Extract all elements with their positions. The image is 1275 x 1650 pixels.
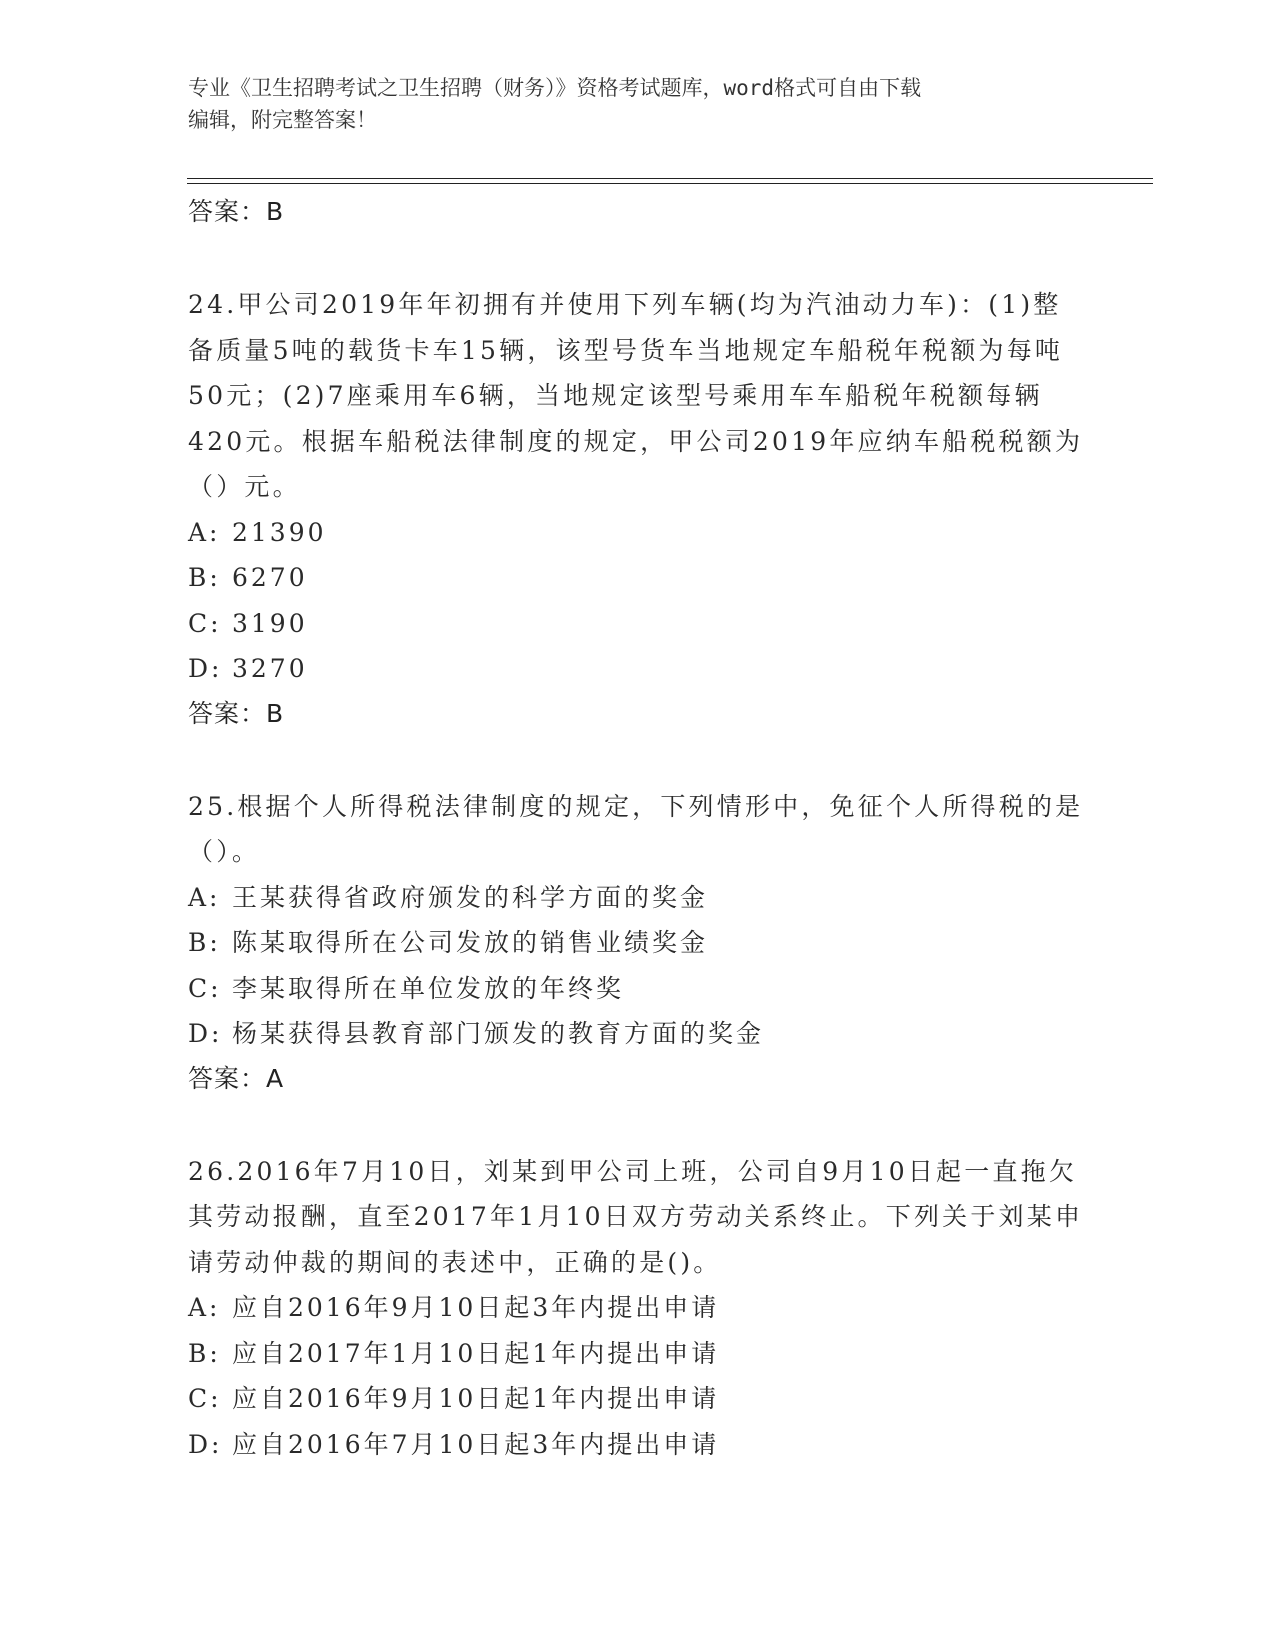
option-c (188, 966, 1088, 1012)
option-d (188, 1011, 1088, 1057)
header-line-2: 编辑，附完整答案！ (188, 108, 377, 132)
option-key: D: (188, 1019, 223, 1048)
option-key: C: (188, 973, 222, 1003)
option-text: 应自2016年7月10日起3年内提出申请 (232, 1429, 720, 1459)
option-a (188, 510, 1088, 556)
option-a (188, 875, 1088, 921)
option-key: A: (188, 882, 221, 912)
option-key: B: (188, 563, 221, 592)
option-key: B: (188, 928, 221, 957)
question-block (188, 1149, 1088, 1468)
option-text: 李某取得所在单位发放的年终奖 (232, 973, 625, 1003)
option-key: B: (188, 1338, 221, 1368)
question-text: 25.根据个人所得税法律制度的规定，下列情形中，免征个人所得税的是（）。 (188, 791, 1084, 866)
question-block (188, 784, 1088, 1101)
option-text: 6270 (232, 563, 308, 592)
option-key: D: (188, 654, 223, 683)
option-text: 杨某获得县教育部门颁发的教育方面的奖金 (232, 1019, 765, 1048)
spacer (188, 736, 1088, 784)
option-key: D: (188, 1429, 223, 1459)
option-text: 应自2017年1月10日起1年内提出申请 (232, 1338, 720, 1368)
option-b (188, 555, 1088, 601)
option-text: 应自2016年9月10日起1年内提出申请 (232, 1384, 720, 1413)
spacer (188, 1101, 1088, 1149)
option-text: 3270 (232, 654, 308, 683)
option-d (188, 646, 1088, 692)
option-b (188, 920, 1088, 966)
header-rule-bottom (187, 183, 1153, 184)
option-a (188, 1285, 1088, 1331)
option-c (188, 601, 1088, 647)
question-block (188, 282, 1088, 736)
spacer (188, 234, 1088, 282)
previous-answer: 答案：B (188, 197, 285, 226)
answer-line: 答案：B (188, 698, 285, 728)
question-text: 26.2016年7月10日，刘某到甲公司上班，公司自9月10日起一直拖欠其劳动报酬，直至2017年1月10日双方劳动关系终止。下列关于刘某申请劳动仲裁的期间的表述中，正确的是()。 (188, 1156, 1084, 1277)
option-text: 王某获得省政府颁发的科学方面的奖金 (232, 882, 709, 912)
header-line-1: 专业《卫生招聘考试之卫生招聘（财务）》资格考试题库，word格式可自由下载 (188, 76, 922, 100)
option-text: 3190 (232, 608, 308, 638)
document-header (188, 72, 1088, 136)
option-b (188, 1331, 1088, 1377)
option-key: C: (188, 1384, 222, 1413)
option-text: 应自2016年9月10日起3年内提出申请 (232, 1293, 720, 1322)
option-c (188, 1376, 1088, 1422)
option-key: C: (188, 608, 222, 638)
option-key: A: (188, 1293, 221, 1322)
option-d (188, 1422, 1088, 1468)
option-text: 陈某取得所在公司发放的销售业绩奖金 (232, 928, 709, 957)
document-body (188, 190, 1088, 1467)
header-rule-top (187, 178, 1153, 179)
question-text: 24.甲公司2019年年初拥有并使用下列车辆(均为汽油动力车)：(1)整备质量5吨的载货卡车15辆，该型号货车当地规定车船税年税额为每吨50元；(2)7座乘用车6辆，当地规定该型号乘用车车船税年税额每辆420元。根据车船税法律制度的规定，甲公司2019年应纳车船税税额为（）元。 (188, 290, 1084, 501)
answer-line: 答案：A (188, 1063, 285, 1093)
option-key: A: (188, 517, 221, 547)
option-text: 21390 (232, 517, 327, 547)
